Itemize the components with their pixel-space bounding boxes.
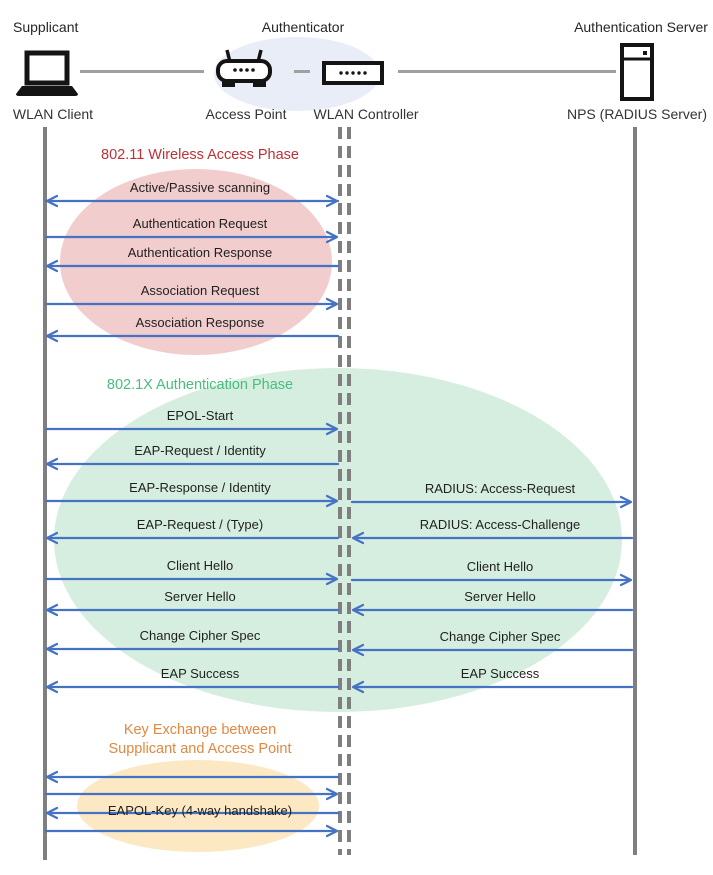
message-arrow-right — [46, 229, 338, 245]
message-label: EAP Success — [160, 666, 240, 681]
message-label: EAP-Request / (Type) — [136, 517, 264, 532]
message-label: Client Hello — [166, 558, 234, 573]
message-arrow-right — [46, 823, 338, 839]
message-label: Association Response — [135, 315, 265, 330]
message-label: Authentication Response — [127, 245, 273, 260]
wlan-controller-icon — [322, 61, 384, 85]
message-arrow-left — [352, 642, 632, 658]
ap-to-controller-link — [294, 70, 310, 73]
message-label: Active/Passive scanning — [129, 180, 271, 195]
message-arrow-right — [352, 494, 632, 510]
message-label: RADIUS: Access-Challenge — [419, 517, 581, 532]
message-label: Change Cipher Spec — [139, 628, 261, 643]
message-arrow-both — [46, 193, 338, 209]
message-label: Server Hello — [464, 589, 536, 604]
role-authenticator-label: Authenticator — [261, 19, 345, 35]
message-arrow-left — [352, 679, 632, 695]
controller-to-server-link — [398, 70, 616, 73]
server-icon — [620, 43, 654, 101]
message-label: Authentication Request — [132, 216, 268, 231]
node-access-point-label: Access Point — [205, 106, 287, 122]
phase3-title-line1: Key Exchange between — [123, 722, 277, 738]
message-label: Association Request — [140, 283, 260, 298]
message-arrow-left — [46, 769, 338, 785]
message-arrow-right — [46, 421, 338, 437]
message-arrow-right — [46, 296, 338, 312]
message-arrow-left — [46, 602, 338, 618]
message-arrow-right — [352, 572, 632, 588]
message-label: RADIUS: Access-Request — [424, 481, 576, 496]
message-label: Server Hello — [164, 589, 236, 604]
message-arrow-left — [46, 641, 338, 657]
message-arrow-left — [46, 530, 338, 546]
message-label: EAP-Request / Identity — [134, 443, 266, 458]
phase3-title-line2: Supplicant and Access Point — [108, 741, 292, 757]
message-arrow-right — [46, 786, 338, 802]
message-label: EAP Success — [460, 666, 540, 681]
phase2-title: 802.1X Authentication Phase — [106, 377, 294, 393]
role-authentication-server-label: Authentication Server — [574, 19, 708, 35]
laptop-icon — [12, 50, 82, 100]
node-wlan-controller-label: WLAN Controller — [313, 106, 419, 122]
message-arrow-right — [46, 493, 338, 509]
phase1-title: 802.11 Wireless Access Phase — [101, 147, 299, 163]
message-label: EAPOL-Key (4-way handshake) — [107, 803, 293, 818]
node-nps-radius-server-label: NPS (RADIUS Server) — [566, 106, 708, 122]
message-arrow-left — [352, 530, 632, 546]
access-point-icon — [214, 48, 274, 98]
message-label: EAP-Response / Identity — [129, 480, 271, 495]
message-arrow-left — [352, 602, 632, 618]
message-label: Client Hello — [466, 559, 534, 574]
message-label: Change Cipher Spec — [439, 629, 561, 644]
node-wlan-client-label: WLAN Client — [12, 106, 94, 122]
message-arrow-left — [46, 258, 338, 274]
message-arrow-left — [46, 679, 338, 695]
client-to-ap-link — [80, 70, 204, 73]
role-supplicant-label: Supplicant — [13, 19, 79, 35]
message-arrow-left — [46, 456, 338, 472]
controller-lifeline-dashed-2 — [347, 127, 351, 855]
message-arrow-left — [46, 328, 338, 344]
message-label: EPOL-Start — [166, 408, 234, 423]
message-arrow-right — [46, 571, 338, 587]
